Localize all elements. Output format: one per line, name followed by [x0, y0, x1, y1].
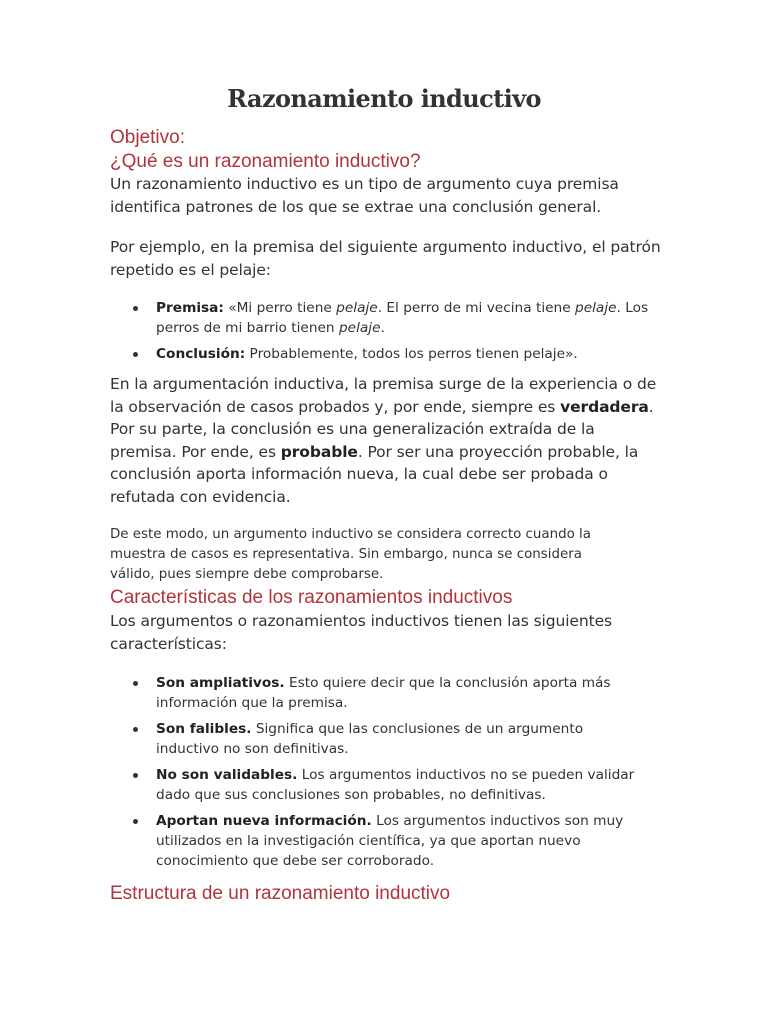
example-intro-paragraph: Por ejemplo, en la premisa del siguiente argumento inductivo, el patrón repetido es el pelaje: — [110, 238, 661, 279]
argumentation-text-3: . Por ser una proyección probable, la conclusión aporta información nueva, la cual debe ser probada o refutada con evidencia. — [110, 442, 639, 506]
page-title: Razonamiento inductivo — [227, 84, 541, 113]
argumentation-bold-true: verdadera — [560, 397, 649, 416]
list-item-label: Aportan nueva información. — [156, 813, 372, 829]
premise-text-2: . El perro de mi vecina tiene — [377, 300, 576, 316]
argumentation-text-2: . Por su parte, la conclusión es una generalización extraída de la premisa. Por ende, es — [110, 397, 654, 461]
argumentation-bold-probable: probable — [280, 442, 358, 461]
list-item — [110, 719, 650, 759]
list-item-premise — [110, 298, 650, 338]
premise-label: Premisa: — [156, 300, 224, 316]
list-item — [110, 673, 650, 713]
definition-paragraph: Un razonamiento inductivo es un tipo de argumento cuya premisa identifica patrones de los que se extrae una conclusión general. — [110, 175, 619, 216]
list-item-text: Esto quiere decir que la conclusión aporta más información que la premisa. — [156, 675, 611, 711]
characteristics-list — [110, 673, 650, 877]
argumentation-text-1: En la argumentación inductiva, la premisa surge de la experiencia o de la observación de casos probados y, por ende, siempre es — [110, 375, 657, 416]
example-list — [110, 298, 650, 370]
argumentation-paragraph — [110, 373, 662, 508]
list-item-label: Son ampliativos. — [156, 675, 285, 691]
characteristics-intro: Los argumentos o razonamientos inductivos tienen las siguientes características: — [110, 612, 612, 653]
list-item-text: Los argumentos inductivos son muy utilizados en la investigación científica, ya que aportan nuevo conocimiento que debe ser corroborado. — [156, 813, 624, 869]
list-item-text: Significa que las conclusiones de un argumento inductivo no son definitivas. — [156, 721, 584, 757]
list-item-conclusion — [110, 344, 650, 364]
list-item-label: No son validables. — [156, 767, 298, 783]
question-heading: ¿Qué es un razonamiento inductivo? — [110, 151, 421, 172]
list-item-label: Son falibles. — [156, 721, 252, 737]
premise-italic-1: pelaje — [336, 300, 378, 316]
conclusion-label: Conclusión: — [156, 346, 246, 362]
list-item — [110, 765, 650, 805]
premise-text-4: . — [380, 320, 385, 336]
structure-heading: Estructura de un razonamiento inductivo — [110, 883, 451, 904]
small-paragraph: De este modo, un argumento inductivo se considera correcto cuando la muestra de casos es representativa. Sin embargo, nunca se considera válido, pues siempre debe comprobarse. — [110, 527, 591, 582]
premise-text-1: «Mi perro tiene — [223, 300, 337, 316]
premise-italic-2: pelaje — [575, 300, 617, 316]
premise-text-3: . Los perros de mi barrio tienen — [156, 300, 649, 336]
characteristics-heading: Características de los razonamientos inductivos — [110, 587, 513, 608]
premise-italic-3: pelaje — [338, 320, 381, 336]
objective-heading: Objetivo: — [110, 127, 185, 148]
list-item — [110, 811, 650, 871]
list-item-text: Los argumentos inductivos no se pueden validar dado que sus conclusiones son probables, no definitivas. — [156, 767, 635, 803]
conclusion-text: Probablemente, todos los perros tienen pelaje». — [245, 346, 578, 362]
